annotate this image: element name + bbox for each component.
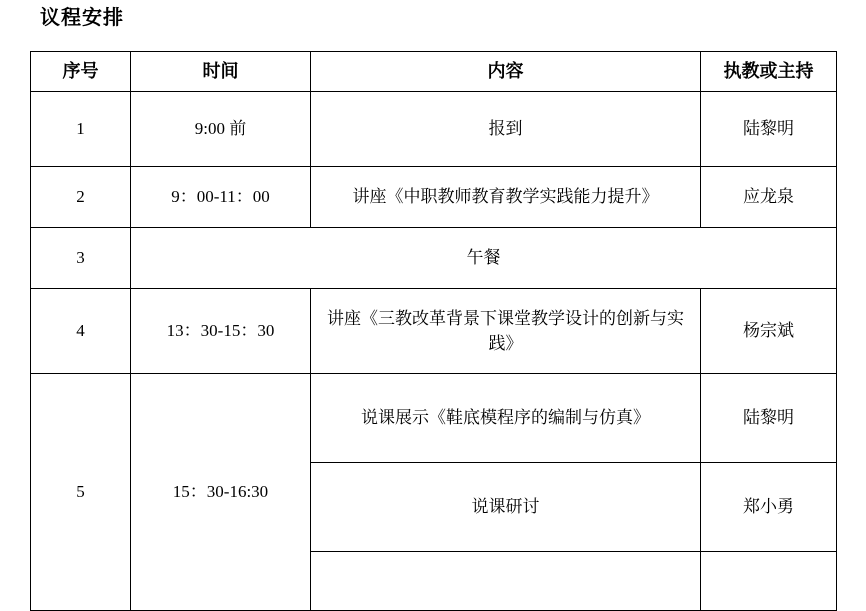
- cell-content: 讲座《三教改革背景下课堂教学设计的创新与实践》: [311, 289, 701, 374]
- cell-host: 应龙泉: [701, 167, 837, 228]
- table-row: [31, 289, 837, 374]
- table-header-row: [31, 52, 837, 92]
- cell-content: 说课研讨: [311, 463, 701, 552]
- table-row: [31, 92, 837, 167]
- cell-host: [701, 552, 837, 611]
- document-page: [0, 6, 866, 541]
- column-header-content: 内容: [311, 52, 701, 92]
- cell-time: 9：00-11：00: [131, 167, 311, 228]
- cell-content: 讲座《中职教师教育教学实践能力提升》: [311, 167, 701, 228]
- cell-no: 2: [31, 167, 131, 228]
- column-header-host: 执教或主持: [701, 52, 837, 92]
- cell-content-merged: 午餐: [131, 228, 837, 289]
- cell-no: 1: [31, 92, 131, 167]
- cell-no: 3: [31, 228, 131, 289]
- cell-host: 陆黎明: [701, 374, 837, 463]
- cell-host: 杨宗斌: [701, 289, 837, 374]
- cell-content: 报到: [311, 92, 701, 167]
- cell-no: 5: [31, 374, 131, 611]
- cell-time: 13：30-15：30: [131, 289, 311, 374]
- table-row: [31, 374, 837, 463]
- agenda-table: [30, 51, 837, 611]
- column-header-no: 序号: [31, 52, 131, 92]
- cell-content: 说课展示《鞋底模程序的编制与仿真》: [311, 374, 701, 463]
- cell-host: 郑小勇: [701, 463, 837, 552]
- table-row: [31, 228, 837, 289]
- cell-time: 15：30-16:30: [131, 374, 311, 611]
- page-title: 议程安排: [40, 7, 124, 29]
- table-row: [31, 167, 837, 228]
- cell-host: 陆黎明: [701, 92, 837, 167]
- cell-content: [311, 552, 701, 611]
- column-header-time: 时间: [131, 52, 311, 92]
- cell-no: 4: [31, 289, 131, 374]
- cell-time: 9:00 前: [131, 92, 311, 167]
